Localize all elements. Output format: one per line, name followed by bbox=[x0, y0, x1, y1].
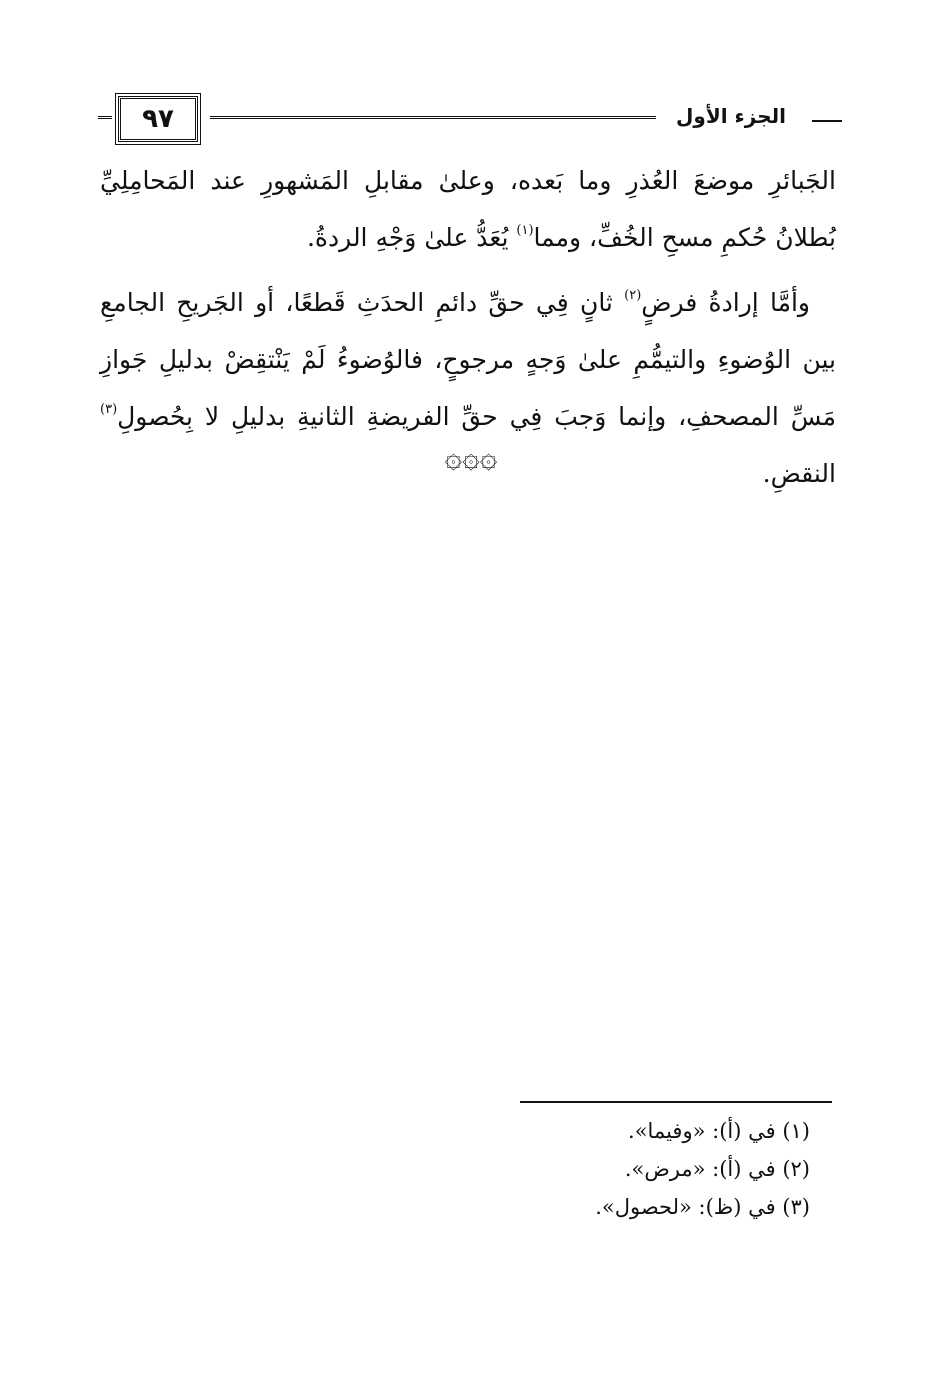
page-header bbox=[98, 92, 842, 148]
footnote-ref-3: (٣) bbox=[100, 402, 118, 417]
paragraph-1-text-a: الجَبائرِ موضعَ العُذرِ وما بَعده، وعلىٰ مقابلِ المَشهورِ عند المَحامِلِيِّ بُطلانُ حُكمِ مسحِ الخُفِّ، ومما bbox=[100, 166, 836, 252]
footnote-2: (٢) في (أ): «مرض». bbox=[624, 1157, 810, 1181]
footnote-1: (١) في (أ): «وفيما». bbox=[628, 1119, 810, 1143]
footnote-3: (٣) في (ظ): «لحصول». bbox=[595, 1195, 810, 1219]
footnote-ref-2: (٢) bbox=[624, 288, 642, 303]
footnote-divider bbox=[520, 1101, 832, 1103]
header-rule-left bbox=[98, 116, 112, 119]
header-rule-right bbox=[812, 120, 842, 122]
section-ornament: ۞۞۞ bbox=[444, 440, 498, 475]
header-rule bbox=[210, 116, 656, 119]
paragraph-1 bbox=[100, 152, 836, 266]
running-title: الجزء الأول bbox=[676, 104, 786, 128]
paragraph-2-text-a: وأمَّا إرادةُ فرضٍ bbox=[641, 288, 810, 317]
footnote-ref-1: (١) bbox=[516, 223, 534, 238]
footnotes bbox=[390, 1112, 810, 1226]
paragraph-1-text-b: يُعَدُّ علىٰ وَجْهِ الردةُ. bbox=[306, 223, 517, 252]
paragraph-2-text-b: ثانٍ فِي حقِّ دائمِ الحدَثِ قَطعًا، أو الجَريحِ الجامعِ بين الوُضوءِ والتيمُّمِ علىٰ وَجهٍ مرجوحٍ، فالوُضوءُ لَمْ يَنْتقِضْ بدليلِ جَوازِ مَسِّ المصحفِ، وإنما وَجبَ فِي حقِّ الفريضةِ الثانيةِ بدليلِ لا بِحُصولِ bbox=[100, 288, 836, 431]
page-number: ٩٧ bbox=[118, 96, 198, 142]
paragraph-2-text-c: النقضِ. bbox=[762, 459, 836, 488]
